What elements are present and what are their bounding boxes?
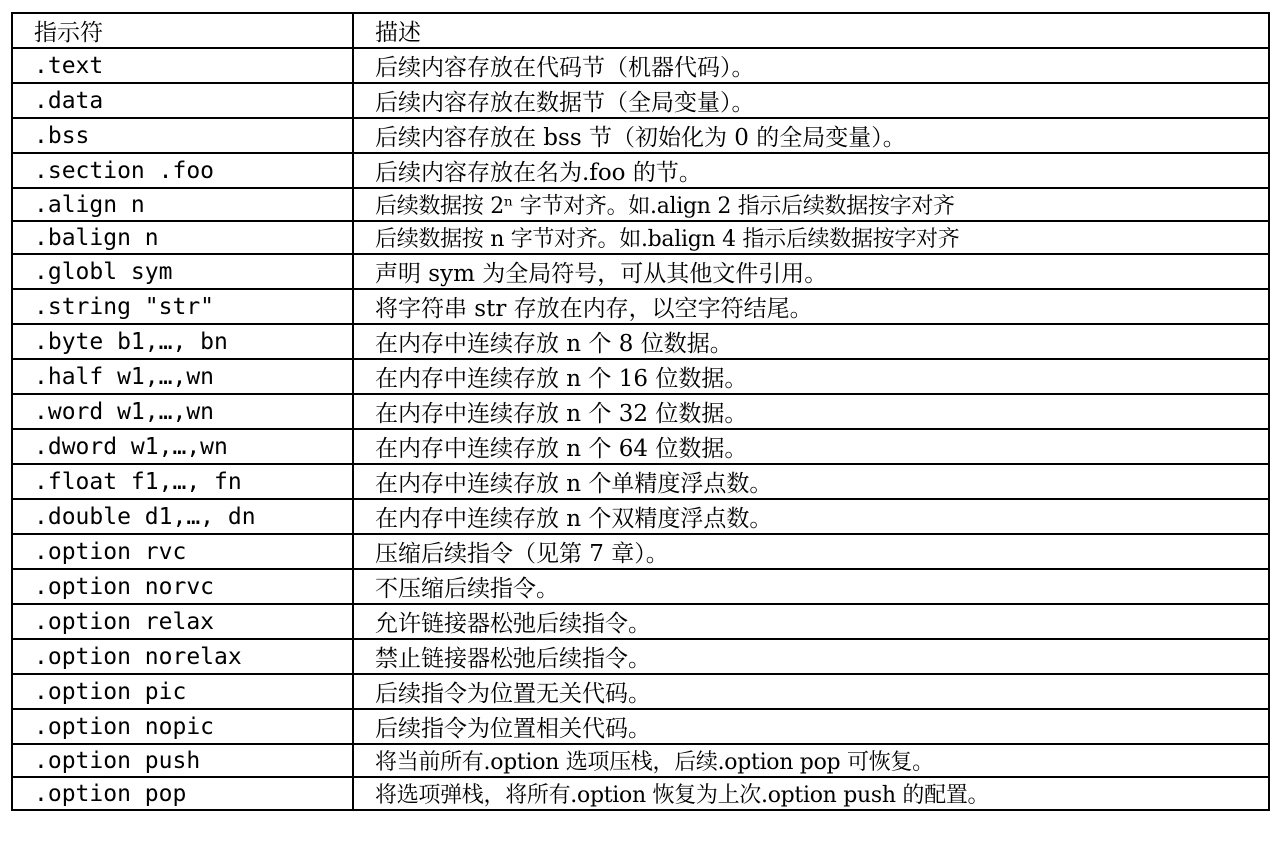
table-row [12,221,1269,254]
directive-cell: .option pic [12,674,353,709]
description-cell: 在内存中连续存放 n 个单精度浮点数。 [353,464,1269,499]
header-row [12,13,1269,48]
directive-cell: .half w1,…,wn [12,359,353,394]
description-cell: 后续内容存放在代码节（机器代码）。 [353,48,1269,83]
directive-cell: .double d1,…, dn [12,499,353,534]
directive-cell: .word w1,…,wn [12,394,353,429]
table-row [12,324,1269,359]
description-cell: 在内存中连续存放 n 个 32 位数据。 [353,394,1269,429]
directive-cell: .option rvc [12,534,353,569]
description-cell: 将选项弹栈，将所有.option 恢复为上次.option push 的配置。 [353,777,1269,810]
table-row [12,254,1269,289]
directive-cell: .section .foo [12,153,353,188]
directive-cell: .option norelax [12,639,353,674]
description-cell: 在内存中连续存放 n 个 8 位数据。 [353,324,1269,359]
description-cell: 压缩后续指令（见第 7 章）。 [353,534,1269,569]
description-cell: 后续内容存放在 bss 节（初始化为 0 的全局变量）。 [353,118,1269,153]
header-description: 描述 [353,13,1269,48]
table-row [12,359,1269,394]
directive-table [11,12,1270,811]
description-cell: 后续指令为位置相关代码。 [353,709,1269,744]
description-cell: 后续数据按 2ⁿ 字节对齐。如.align 2 指示后续数据按字对齐 [353,188,1269,221]
directive-cell: .option pop [12,777,353,810]
description-cell: 在内存中连续存放 n 个 64 位数据。 [353,429,1269,464]
description-cell: 不压缩后续指令。 [353,569,1269,604]
description-cell: 将字符串 str 存放在内存，以空字符结尾。 [353,289,1269,324]
directive-cell: .align n [12,188,353,221]
directive-cell: .option relax [12,604,353,639]
table-row [12,569,1269,604]
table-row [12,777,1269,810]
table-row [12,639,1269,674]
header-directive: 指示符 [12,13,353,48]
table-row [12,464,1269,499]
description-cell: 后续数据按 n 字节对齐。如.balign 4 指示后续数据按字对齐 [353,221,1269,254]
directive-cell: .globl sym [12,254,353,289]
table-row [12,153,1269,188]
description-cell: 允许链接器松弛后续指令。 [353,604,1269,639]
directive-cell: .float f1,…, fn [12,464,353,499]
directive-cell: .string "str" [12,289,353,324]
table-row [12,83,1269,118]
directive-cell: .dword w1,…,wn [12,429,353,464]
description-cell: 在内存中连续存放 n 个 16 位数据。 [353,359,1269,394]
directive-cell: .data [12,83,353,118]
directive-cell: .bss [12,118,353,153]
table-row [12,744,1269,777]
table-row [12,604,1269,639]
description-cell: 将当前所有.option 选项压栈，后续.option pop 可恢复。 [353,744,1269,777]
table-row [12,499,1269,534]
description-cell: 声明 sym 为全局符号，可从其他文件引用。 [353,254,1269,289]
directive-cell: .text [12,48,353,83]
directive-cell: .option nopic [12,709,353,744]
description-cell: 后续内容存放在数据节（全局变量）。 [353,83,1269,118]
description-cell: 禁止链接器松弛后续指令。 [353,639,1269,674]
table-row [12,534,1269,569]
directive-cell: .balign n [12,221,353,254]
description-cell: 后续内容存放在名为.foo 的节。 [353,153,1269,188]
table-row [12,674,1269,709]
description-cell: 后续指令为位置无关代码。 [353,674,1269,709]
description-cell: 在内存中连续存放 n 个双精度浮点数。 [353,499,1269,534]
table-row [12,48,1269,83]
directive-cell: .option push [12,744,353,777]
table-row [12,289,1269,324]
directive-cell: .byte b1,…, bn [12,324,353,359]
table-row [12,394,1269,429]
table-row [12,188,1269,221]
table-row [12,118,1269,153]
table-row [12,709,1269,744]
table-row [12,429,1269,464]
directive-cell: .option norvc [12,569,353,604]
